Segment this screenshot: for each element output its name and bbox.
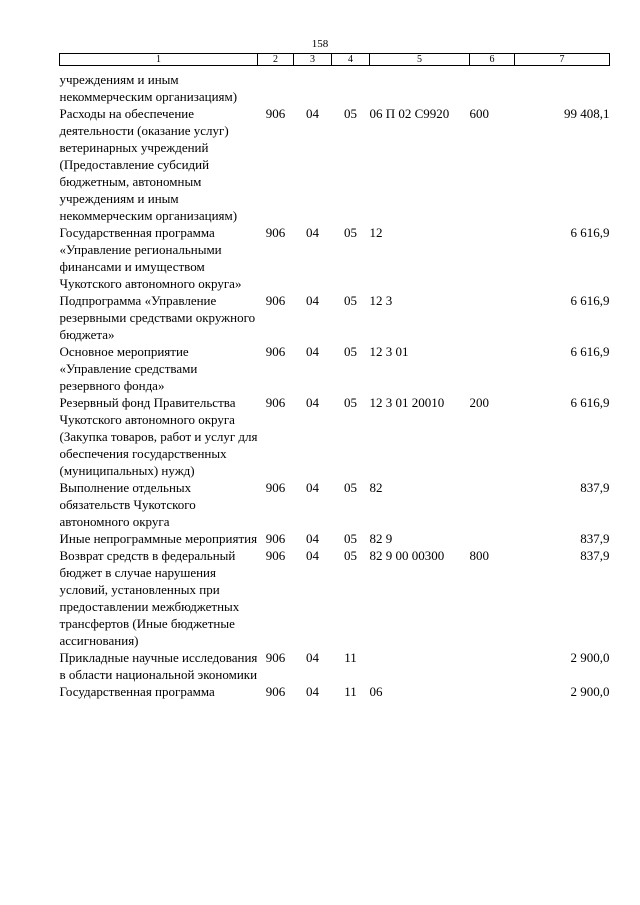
- row-target-article: 82 9 00 00300: [369, 548, 445, 563]
- page-number: 158: [311, 38, 329, 50]
- row-description: Расходы на обеспечение деятельности (оказание услуг) ветеринарных учреждений (Предоставление субсидий бюджетным, автономным учреждениям и иным некоммерческим организациям): [59, 106, 238, 223]
- table-row: [60, 530, 610, 547]
- table-row: [60, 105, 610, 224]
- row-target-article: [370, 649, 470, 683]
- row-expense-type: 600: [469, 106, 489, 121]
- row-expense-type: [470, 479, 515, 530]
- table-row: [60, 547, 610, 649]
- row-description: Основное мероприятие «Управление средствами резервного фонда»: [59, 344, 198, 393]
- column-header-2: 2: [258, 54, 294, 66]
- column-header-4: 4: [332, 54, 370, 66]
- row-target-article: 12 3 01: [369, 344, 409, 359]
- row-amount: 2 900,0: [570, 650, 610, 665]
- row-admin-code: 906: [265, 531, 286, 546]
- row-admin-code: [258, 66, 294, 106]
- table-row: [60, 292, 610, 343]
- table-row: [60, 394, 610, 479]
- row-section: 04: [306, 480, 319, 495]
- row-section: 04: [306, 344, 319, 359]
- row-amount: 2 900,0: [570, 684, 610, 699]
- row-amount: 6 616,9: [570, 395, 610, 410]
- row-description: учреждениям и иным некоммерческим организациям): [59, 72, 238, 104]
- row-subsection: 11: [344, 650, 357, 665]
- row-expense-type: [470, 649, 515, 683]
- column-header-1: 1: [60, 54, 258, 66]
- table-row: [60, 66, 610, 106]
- row-section: 04: [306, 684, 319, 699]
- row-target-article: 12 3 01 20010: [369, 395, 445, 410]
- row-section: 04: [306, 395, 319, 410]
- row-expense-type: [470, 292, 515, 343]
- row-admin-code: 906: [265, 293, 286, 308]
- column-header-6: 6: [470, 54, 515, 66]
- row-subsection: 05: [344, 531, 357, 546]
- header-row: [60, 54, 610, 66]
- budget-table: [59, 53, 610, 700]
- row-description: Резервный фонд Правительства Чукотского автономного округа (Закупка товаров, работ и услуг для обеспечения государственных (муниципальных) нужд): [59, 395, 258, 478]
- row-admin-code: 906: [265, 225, 286, 240]
- row-expense-type: [470, 343, 515, 394]
- row-expense-type: [470, 66, 515, 106]
- row-target-article: 06 П 02 С9920: [369, 106, 450, 121]
- row-admin-code: 906: [265, 650, 286, 665]
- row-admin-code: 906: [265, 106, 286, 121]
- row-target-article: 12: [369, 225, 383, 240]
- row-target-article: [370, 66, 470, 106]
- row-subsection: 05: [344, 344, 357, 359]
- row-target-article: 82 9: [369, 531, 393, 546]
- row-target-article: 06: [369, 684, 383, 699]
- row-section: 04: [306, 548, 319, 563]
- row-section: 04: [306, 650, 319, 665]
- table-header: [60, 54, 610, 66]
- row-subsection: [332, 66, 370, 106]
- row-amount: 6 616,9: [570, 344, 610, 359]
- row-subsection: 05: [344, 106, 357, 121]
- column-header-3: 3: [294, 54, 332, 66]
- table-row: [60, 649, 610, 683]
- row-admin-code: 906: [265, 548, 286, 563]
- row-description: Иные непрограммные мероприятия: [59, 531, 258, 546]
- row-target-article: 12 3: [369, 293, 393, 308]
- row-section: 04: [306, 106, 319, 121]
- table-row: [60, 224, 610, 292]
- row-expense-type: 200: [469, 395, 489, 410]
- row-amount: 6 616,9: [570, 293, 610, 308]
- table-row: [60, 479, 610, 530]
- row-description: Возврат средств в федеральный бюджет в случае нарушения условий, установленных при предоставлении межбюджетных трансфертов (Иные бюджетные ассигнования): [59, 548, 240, 648]
- row-admin-code: 906: [265, 480, 286, 495]
- row-admin-code: 906: [265, 684, 286, 699]
- row-expense-type: [470, 530, 515, 547]
- row-description: Выполнение отдельных обязательств Чукотского автономного округа: [59, 480, 196, 529]
- column-header-7: 7: [515, 54, 610, 66]
- row-subsection: 11: [344, 684, 357, 699]
- row-subsection: 05: [344, 225, 357, 240]
- row-subsection: 05: [344, 395, 357, 410]
- row-admin-code: 906: [265, 344, 286, 359]
- row-amount: 837,9: [580, 531, 610, 546]
- row-target-article: 82: [369, 480, 383, 495]
- row-expense-type: [470, 683, 515, 700]
- row-amount: 99 408,1: [564, 106, 610, 121]
- table-row: [60, 343, 610, 394]
- row-description: Подпрограмма «Управление резервными средствами окружного бюджета»: [59, 293, 256, 342]
- row-description: Государственная программа: [59, 684, 215, 699]
- row-admin-code: 906: [265, 395, 286, 410]
- row-amount: 837,9: [580, 548, 610, 563]
- row-amount: 6 616,9: [570, 225, 610, 240]
- column-header-5: 5: [370, 54, 470, 66]
- row-section: 04: [306, 293, 319, 308]
- row-expense-type: 800: [469, 548, 489, 563]
- row-amount: 837,9: [580, 480, 610, 495]
- row-amount: [515, 66, 610, 106]
- row-section: 04: [306, 225, 319, 240]
- table-body: [60, 66, 610, 701]
- row-expense-type: [470, 224, 515, 292]
- row-section: 04: [306, 531, 319, 546]
- row-description: Прикладные научные исследования в области национальной экономики: [59, 650, 258, 682]
- table-row: [60, 683, 610, 700]
- row-section: [294, 66, 332, 106]
- row-subsection: 05: [344, 480, 357, 495]
- row-subsection: 05: [344, 548, 357, 563]
- row-subsection: 05: [344, 293, 357, 308]
- row-description: Государственная программа «Управление региональными финансами и имуществом Чукотского автономного округа»: [59, 225, 242, 291]
